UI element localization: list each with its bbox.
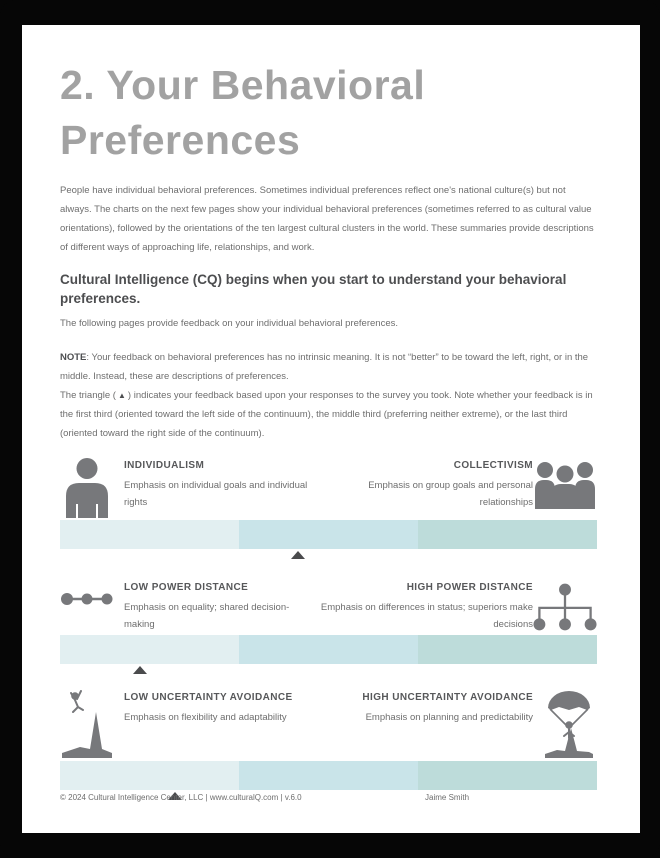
continuum-bar — [60, 761, 597, 790]
page-title: 2. Your Behavioral Preferences — [60, 62, 426, 163]
intro-paragraph: People have individual behavioral preferences. Sometimes individual preferences reflect one's national culture(s) but not always. The charts on the next few pages show your individual behavioral preferences (sometimes referred to as cultural value orientations), followed by the orientations of the ten largest cultural clusters in the world. These summaries provide descriptions of different ways of approaching life, relationships, and work. — [60, 185, 594, 254]
continuum-bar — [60, 635, 597, 664]
continuum-right-title: COLLECTIVISM — [453, 460, 533, 472]
triangle-text-before: The triangle ( — [60, 390, 116, 402]
page-footer — [60, 793, 597, 807]
people-group-icon — [533, 456, 597, 520]
continuum-right-description: Emphasis on differences in status; superiors make decisions — [320, 602, 533, 631]
note-paragraph — [60, 348, 597, 443]
bar-segment-left — [60, 635, 239, 664]
triangle-glyph-icon: ▲ — [117, 391, 126, 401]
bar-segment-left — [60, 761, 239, 790]
continuum-uncertainty-avoidance — [60, 688, 597, 801]
continuum-left-title: LOW POWER DISTANCE — [124, 582, 249, 594]
continuum-left-description: Emphasis on flexibility and adaptability — [124, 712, 287, 724]
continuum-bar — [60, 520, 597, 549]
continuum-left-title: LOW UNCERTAINTY AVOIDANCE — [124, 692, 293, 704]
report-page — [22, 25, 640, 833]
feedback-line: The following pages provide feedback on your individual behavioral preferences. — [60, 318, 398, 330]
continuum-right-title: HIGH UNCERTAINTY AVOIDANCE — [362, 692, 534, 704]
bar-segment-middle — [239, 635, 418, 664]
parachute-landing-icon — [533, 688, 597, 761]
cliff-jump-icon — [60, 688, 124, 761]
person-icon — [60, 456, 124, 520]
continuum-power-distance — [60, 578, 597, 675]
flat-structure-icon — [60, 578, 124, 635]
continuum-left-title: INDIVIDUALISM — [124, 460, 205, 472]
bar-segment-left — [60, 520, 239, 549]
copyright-text: © 2024 Cultural Intelligence Center, LLC | www.culturalQ.com | v.6.0 — [60, 793, 302, 802]
continuum-right-description: Emphasis on planning and predictability — [365, 712, 534, 724]
bar-segment-right — [418, 635, 597, 664]
bar-segment-middle — [239, 761, 418, 790]
feedback-marker-triangle — [291, 551, 305, 559]
continuum-left-description: Emphasis on individual goals and individual rights — [124, 480, 308, 509]
continuum-individualism-collectivism — [60, 456, 597, 560]
bar-segment-middle — [239, 520, 418, 549]
feedback-marker-triangle — [133, 666, 147, 674]
hierarchy-icon — [533, 578, 597, 635]
bar-segment-right — [418, 761, 597, 790]
cq-heading: Cultural Intelligence (CQ) begins when you start to understand your behavioral preferences. — [60, 272, 567, 307]
note-text: : Your feedback on behavioral preferences has no intrinsic meaning. It is not “better” to be toward the left, right, or in the middle. Instead, these are descriptions of preferences. — [60, 352, 589, 383]
continuum-right-title: HIGH POWER DISTANCE — [406, 582, 533, 594]
report-user-name: Jaime Smith — [425, 793, 470, 802]
continuum-left-description: Emphasis on equality; shared decision-making — [124, 602, 290, 631]
bar-segment-right — [418, 520, 597, 549]
triangle-text-after: ) indicates your feedback based upon your responses to the survey you took. Note whether your feedback is in the first third (oriented toward the left side of the continuum), the middle third (preferring neither extreme), or the last third (oriented toward the right side of the continuum). — [60, 390, 593, 440]
note-label: NOTE — [60, 352, 87, 364]
continuum-right-description: Emphasis on group goals and personal relationships — [368, 480, 533, 509]
